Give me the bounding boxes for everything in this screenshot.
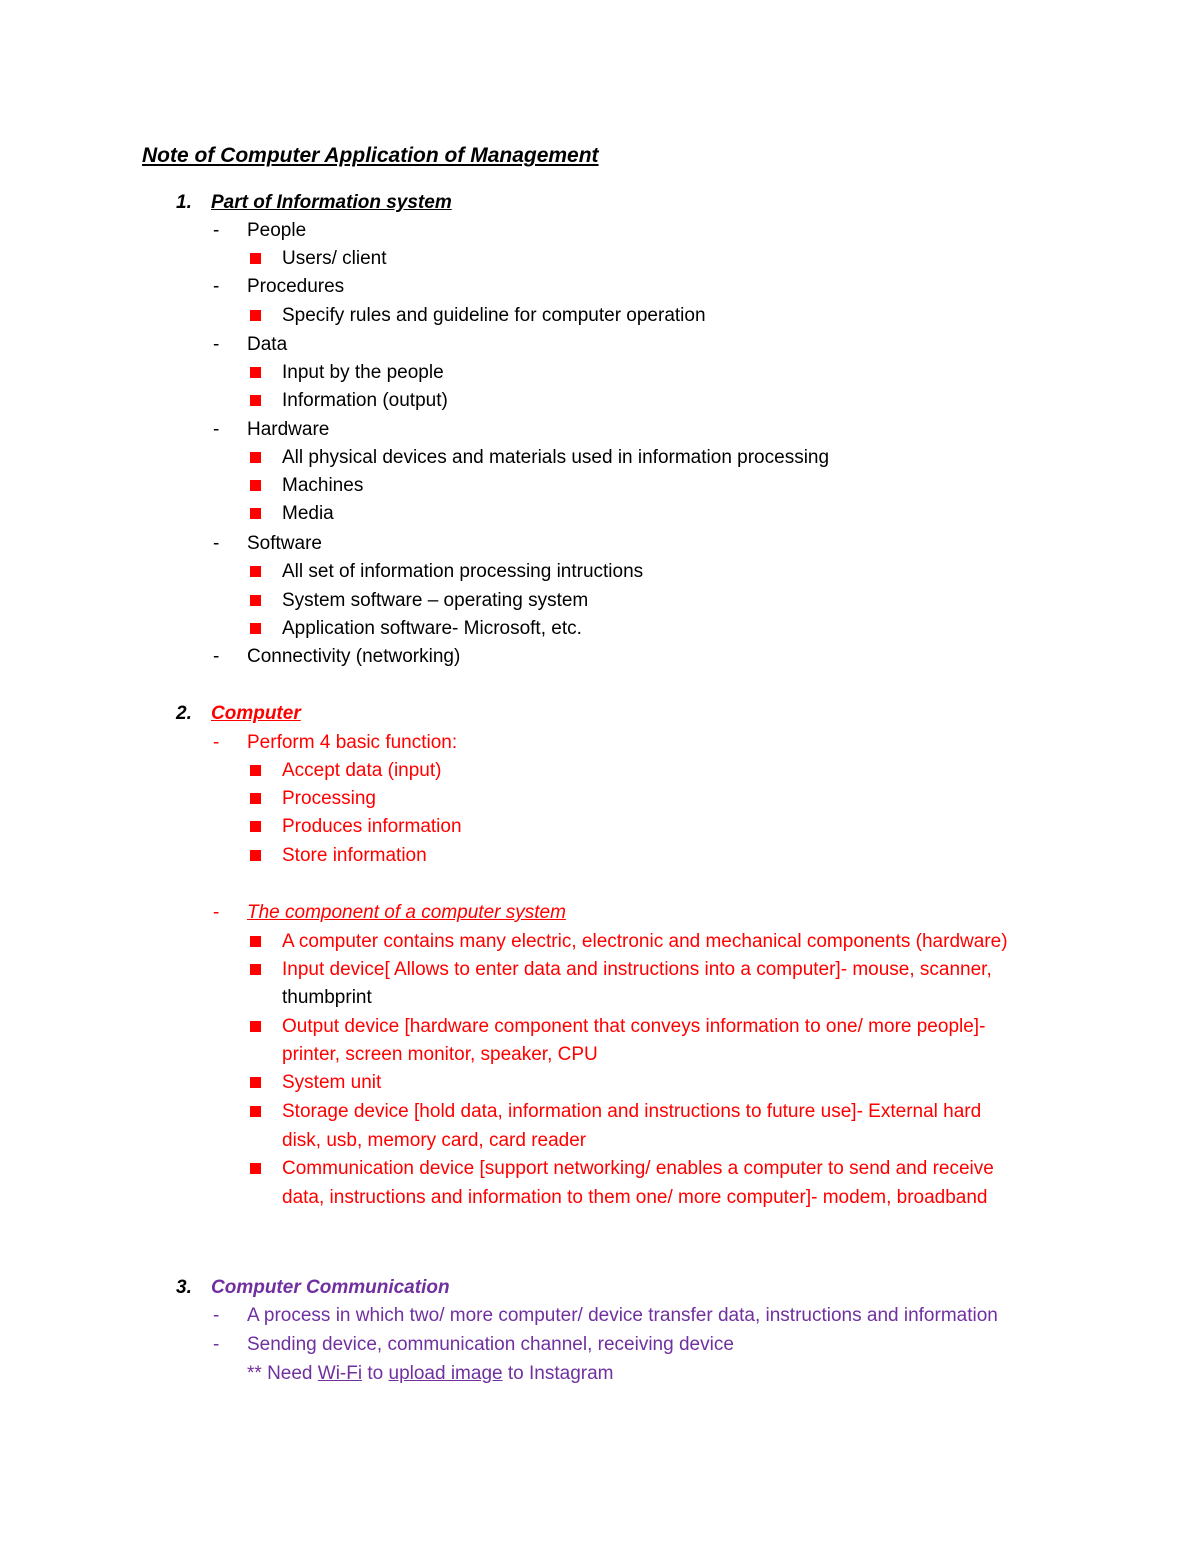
square-bullet-icon [250, 253, 261, 264]
square-bullet-icon [250, 793, 261, 804]
note-prefix: ** Need [247, 1363, 318, 1384]
dash-bullet: - [213, 334, 220, 355]
section-number: 3. [176, 1277, 192, 1298]
list-item: A process in which two/ more computer/ device transfer data, instructions and information [247, 1305, 998, 1326]
section-number: 1. [176, 192, 192, 213]
dash-bullet: - [213, 902, 220, 923]
dash-bullet: - [213, 220, 220, 241]
sub-list-item: Produces information [282, 816, 462, 837]
square-bullet-icon [250, 765, 261, 776]
sub-list-item: Application software- Microsoft, etc. [282, 618, 582, 639]
sub-list-item: Store information [282, 845, 427, 866]
square-bullet-icon [250, 595, 261, 606]
sub-list-item: Users/ client [282, 248, 387, 269]
sub-list-item: Storage device [hold data, information and instructions to future use]- External hard [282, 1101, 982, 1122]
square-bullet-icon [250, 395, 261, 406]
sub-list-item: Output device [hardware component that conveys information to one/ more people]- [282, 1016, 986, 1037]
wifi-link[interactable]: Wi-Fi [317, 1363, 363, 1384]
square-bullet-icon [250, 1021, 261, 1032]
sub-list-item: Input device[ Allows to enter data and instructions into a computer]- mouse, scanner, [282, 959, 992, 980]
sub-list-item-continuation: thumbprint [282, 987, 372, 1008]
sub-list-item: Information (output) [282, 390, 448, 411]
dash-bullet: - [213, 276, 220, 297]
section-heading: Part of Information system [211, 192, 452, 213]
note-line [247, 1362, 613, 1386]
sub-list-item: Communication device [support networking/ enables a computer to send and receive [282, 1158, 994, 1179]
section-number: 2. [176, 703, 192, 724]
square-bullet-icon [250, 936, 261, 947]
list-item: Procedures [247, 276, 345, 297]
sub-list-item-continuation: printer, screen monitor, speaker, CPU [282, 1044, 598, 1065]
section-heading: Computer [211, 703, 301, 724]
sub-list-item: Processing [282, 788, 376, 809]
sub-list-item: System software – operating system [282, 590, 589, 611]
sub-list-item: Accept data (input) [282, 760, 442, 781]
sub-list-item-continuation: disk, usb, memory card, card reader [282, 1130, 587, 1151]
note-mid: to [362, 1363, 389, 1384]
list-item: Sending device, communication channel, receiving device [247, 1334, 734, 1355]
dash-bullet: - [213, 419, 220, 440]
square-bullet-icon [250, 480, 261, 491]
note-suffix: to Instagram [502, 1363, 614, 1384]
sub-list-item: Specify rules and guideline for computer operation [282, 305, 706, 326]
square-bullet-icon [250, 1163, 261, 1174]
square-bullet-icon [250, 964, 261, 975]
square-bullet-icon [250, 367, 261, 378]
square-bullet-icon [250, 1106, 261, 1117]
square-bullet-icon [250, 850, 261, 861]
dash-bullet: - [213, 1334, 220, 1355]
sub-list-item: All set of information processing intructions [282, 561, 644, 582]
list-item: Connectivity (networking) [247, 646, 461, 667]
square-bullet-icon [250, 310, 261, 321]
list-item: People [247, 220, 307, 241]
square-bullet-icon [250, 1077, 261, 1088]
sub-list-item-continuation: data, instructions and information to them one/ more computer]- modem, broadband [282, 1187, 988, 1208]
square-bullet-icon [250, 452, 261, 463]
sub-list-item: A computer contains many electric, electronic and mechanical components (hardware) [282, 931, 1008, 952]
square-bullet-icon [250, 566, 261, 577]
dash-bullet: - [213, 732, 220, 753]
list-item: Data [247, 334, 288, 355]
square-bullet-icon [250, 508, 261, 519]
dash-bullet: - [213, 646, 220, 667]
list-item: Hardware [247, 419, 330, 440]
list-item: The component of a computer system [247, 902, 566, 923]
list-item: Software [247, 533, 322, 554]
dash-bullet: - [213, 533, 220, 554]
sub-list-item: All physical devices and materials used in information processing [282, 447, 830, 468]
sub-list-item: System unit [282, 1072, 382, 1093]
sub-list-item: Media [282, 503, 334, 524]
square-bullet-icon [250, 623, 261, 634]
sub-list-item: Input by the people [282, 362, 444, 383]
section-heading: Computer Communication [211, 1277, 450, 1298]
document-title: Note of Computer Application of Management [142, 144, 599, 167]
list-item: Perform 4 basic function: [247, 732, 458, 753]
dash-bullet: - [213, 1305, 220, 1326]
upload-image-link[interactable]: upload image [388, 1363, 503, 1384]
square-bullet-icon [250, 821, 261, 832]
sub-list-item: Machines [282, 475, 364, 496]
